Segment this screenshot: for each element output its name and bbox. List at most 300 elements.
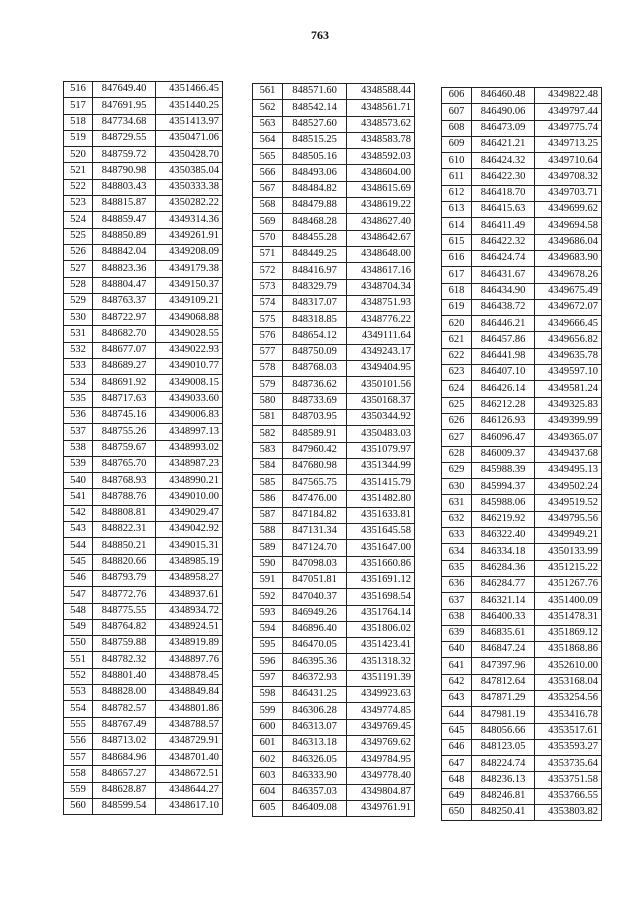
x-coordinate-cell: 846457.86 — [472, 332, 535, 348]
table-row — [253, 784, 415, 800]
table-row — [253, 165, 415, 181]
y-coordinate-cell: 4349708.32 — [535, 169, 602, 185]
point-id-cell: 527 — [64, 261, 93, 277]
y-coordinate-cell: 4348958.27 — [156, 570, 223, 586]
table-row — [64, 489, 223, 505]
table-row — [442, 788, 602, 804]
point-id-cell: 552 — [64, 668, 93, 684]
table-row — [64, 684, 223, 700]
y-coordinate-cell: 4349033.60 — [156, 391, 223, 407]
table-row — [442, 446, 602, 462]
table-row — [64, 782, 223, 798]
point-id-cell: 620 — [442, 316, 472, 332]
point-id-cell: 548 — [64, 603, 93, 619]
x-coordinate-cell: 848317.07 — [283, 295, 347, 311]
point-id-cell: 563 — [253, 116, 283, 132]
table-row — [442, 185, 602, 201]
table-row — [253, 654, 415, 670]
point-id-cell: 570 — [253, 230, 283, 246]
y-coordinate-cell: 4349678.26 — [535, 267, 602, 283]
y-coordinate-cell: 4353416.78 — [535, 707, 602, 723]
table-row — [442, 316, 602, 332]
x-coordinate-cell: 846835.61 — [472, 625, 535, 641]
point-id-cell: 643 — [442, 690, 472, 706]
x-coordinate-cell: 848542.14 — [283, 100, 347, 116]
table-row — [64, 82, 223, 98]
x-coordinate-cell: 846400.33 — [472, 609, 535, 625]
table-row — [64, 228, 223, 244]
x-coordinate-cell: 848236.13 — [472, 772, 535, 788]
point-id-cell: 567 — [253, 181, 283, 197]
table-row — [253, 132, 415, 148]
point-id-cell: 644 — [442, 707, 472, 723]
table-row — [442, 658, 602, 674]
table-row — [253, 181, 415, 197]
y-coordinate-cell: 4351869.12 — [535, 625, 602, 641]
point-id-cell: 595 — [253, 638, 283, 654]
point-id-cell: 619 — [442, 299, 472, 315]
point-id-cell: 577 — [253, 344, 283, 360]
y-coordinate-cell: 4349208.09 — [156, 244, 223, 260]
y-coordinate-cell: 4349042.92 — [156, 522, 223, 538]
x-coordinate-cell: 848767.49 — [93, 717, 156, 733]
point-id-cell: 641 — [442, 658, 472, 674]
table-row — [442, 805, 602, 821]
x-coordinate-cell: 846473.09 — [472, 120, 535, 136]
x-coordinate-cell: 847098.03 — [283, 556, 347, 572]
x-coordinate-cell: 847680.98 — [283, 458, 347, 474]
point-id-cell: 525 — [64, 228, 93, 244]
table-row — [442, 218, 602, 234]
x-coordinate-cell: 846284.77 — [472, 576, 535, 592]
x-coordinate-cell: 848745.16 — [93, 407, 156, 423]
point-id-cell: 555 — [64, 717, 93, 733]
x-coordinate-cell: 846441.98 — [472, 348, 535, 364]
y-coordinate-cell: 4349010.77 — [156, 359, 223, 375]
y-coordinate-cell: 4349179.38 — [156, 261, 223, 277]
point-id-cell: 579 — [253, 377, 283, 393]
y-coordinate-cell: 4349784.95 — [347, 752, 415, 768]
point-id-cell: 613 — [442, 202, 472, 218]
page-number: 763 — [311, 28, 329, 42]
y-coordinate-cell: 4348729.91 — [156, 733, 223, 749]
y-coordinate-cell: 4348849.84 — [156, 684, 223, 700]
y-coordinate-cell: 4348583.78 — [347, 132, 415, 148]
y-coordinate-cell: 4348937.61 — [156, 587, 223, 603]
y-coordinate-cell: 4348701.40 — [156, 750, 223, 766]
x-coordinate-cell: 846321.14 — [472, 593, 535, 609]
table-row — [442, 576, 602, 592]
table-row — [442, 723, 602, 739]
y-coordinate-cell: 4348878.45 — [156, 668, 223, 684]
x-coordinate-cell: 847040.37 — [283, 589, 347, 605]
y-coordinate-cell: 4348561.71 — [347, 100, 415, 116]
point-id-cell: 650 — [442, 805, 472, 821]
y-coordinate-cell: 4349774.85 — [347, 703, 415, 719]
table-row — [64, 766, 223, 782]
point-id-cell: 550 — [64, 636, 93, 652]
table-row — [442, 756, 602, 772]
point-id-cell: 536 — [64, 407, 93, 423]
table-row — [442, 299, 602, 315]
y-coordinate-cell: 4350483.03 — [347, 426, 415, 442]
point-id-cell: 591 — [253, 572, 283, 588]
table-row — [64, 603, 223, 619]
x-coordinate-cell: 847184.82 — [283, 507, 347, 523]
y-coordinate-cell: 4349923.63 — [347, 686, 415, 702]
point-id-cell: 521 — [64, 163, 93, 179]
x-coordinate-cell: 848828.00 — [93, 684, 156, 700]
y-coordinate-cell: 4349713.25 — [535, 136, 602, 152]
y-coordinate-cell: 4350133.99 — [535, 544, 602, 560]
point-id-cell: 646 — [442, 739, 472, 755]
y-coordinate-cell: 4350168.37 — [347, 393, 415, 409]
point-id-cell: 589 — [253, 540, 283, 556]
y-coordinate-cell: 4348704.34 — [347, 279, 415, 295]
x-coordinate-cell: 846411.49 — [472, 218, 535, 234]
table-row — [442, 707, 602, 723]
x-coordinate-cell: 848788.76 — [93, 489, 156, 505]
table-row — [253, 409, 415, 425]
table-row — [64, 130, 223, 146]
point-id-cell: 578 — [253, 361, 283, 377]
y-coordinate-cell: 4348644.27 — [156, 782, 223, 798]
x-coordinate-cell: 848729.55 — [93, 130, 156, 146]
x-coordinate-cell: 846415.63 — [472, 202, 535, 218]
table-row — [253, 214, 415, 230]
point-id-cell: 531 — [64, 326, 93, 342]
y-coordinate-cell: 4351318.32 — [347, 654, 415, 670]
point-id-cell: 574 — [253, 295, 283, 311]
y-coordinate-cell: 4349399.99 — [535, 413, 602, 429]
point-id-cell: 608 — [442, 120, 472, 136]
point-id-cell: 516 — [64, 82, 93, 98]
y-coordinate-cell: 4349314.36 — [156, 212, 223, 228]
x-coordinate-cell: 848750.09 — [283, 344, 347, 360]
point-id-cell: 624 — [442, 381, 472, 397]
y-coordinate-cell: 4348993.02 — [156, 440, 223, 456]
point-id-cell: 540 — [64, 473, 93, 489]
x-coordinate-cell: 848329.79 — [283, 279, 347, 295]
x-coordinate-cell: 846446.21 — [472, 316, 535, 332]
y-coordinate-cell: 4351079.97 — [347, 442, 415, 458]
y-coordinate-cell: 4348751.93 — [347, 295, 415, 311]
table-row — [64, 424, 223, 440]
x-coordinate-cell: 845988.06 — [472, 495, 535, 511]
table-row — [64, 277, 223, 293]
point-id-cell: 592 — [253, 589, 283, 605]
table-row — [64, 554, 223, 570]
point-id-cell: 517 — [64, 98, 93, 114]
y-coordinate-cell: 4348573.62 — [347, 116, 415, 132]
table-row — [253, 507, 415, 523]
x-coordinate-cell: 846333.90 — [283, 768, 347, 784]
point-id-cell: 538 — [64, 440, 93, 456]
point-id-cell: 616 — [442, 250, 472, 266]
point-id-cell: 636 — [442, 576, 472, 592]
x-coordinate-cell: 848793.79 — [93, 570, 156, 586]
table-row — [64, 570, 223, 586]
x-coordinate-cell: 848722.97 — [93, 310, 156, 326]
table-row — [253, 670, 415, 686]
point-id-cell: 580 — [253, 393, 283, 409]
point-id-cell: 642 — [442, 674, 472, 690]
y-coordinate-cell: 4348592.03 — [347, 149, 415, 165]
table-row — [442, 381, 602, 397]
table-row — [253, 230, 415, 246]
table-row — [253, 556, 415, 572]
table-row — [64, 375, 223, 391]
x-coordinate-cell: 848733.69 — [283, 393, 347, 409]
y-coordinate-cell: 4349109.21 — [156, 293, 223, 309]
x-coordinate-cell: 848527.60 — [283, 116, 347, 132]
coordinate-table-2 — [252, 83, 415, 817]
point-id-cell: 571 — [253, 246, 283, 262]
y-coordinate-cell: 4350282.22 — [156, 196, 223, 212]
y-coordinate-cell: 4349015.31 — [156, 538, 223, 554]
table-row — [253, 393, 415, 409]
table-row — [64, 244, 223, 260]
y-coordinate-cell: 4348642.67 — [347, 230, 415, 246]
x-coordinate-cell: 848654.12 — [283, 328, 347, 344]
x-coordinate-cell: 847476.00 — [283, 491, 347, 507]
x-coordinate-cell: 847565.75 — [283, 475, 347, 491]
x-coordinate-cell: 848782.32 — [93, 652, 156, 668]
y-coordinate-cell: 4353593.27 — [535, 739, 602, 755]
y-coordinate-cell: 4349675.49 — [535, 283, 602, 299]
x-coordinate-cell: 848808.81 — [93, 505, 156, 521]
table-row — [442, 479, 602, 495]
x-coordinate-cell: 846418.70 — [472, 185, 535, 201]
x-coordinate-cell: 848759.88 — [93, 636, 156, 652]
point-id-cell: 575 — [253, 312, 283, 328]
table-row — [64, 326, 223, 342]
y-coordinate-cell: 4349597.10 — [535, 365, 602, 381]
point-id-cell: 533 — [64, 359, 93, 375]
point-id-cell: 606 — [442, 88, 472, 104]
y-coordinate-cell: 4348801.86 — [156, 701, 223, 717]
y-coordinate-cell: 4351806.02 — [347, 621, 415, 637]
x-coordinate-cell: 846409.08 — [283, 801, 347, 817]
x-coordinate-cell: 848505.16 — [283, 149, 347, 165]
x-coordinate-cell: 848775.55 — [93, 603, 156, 619]
table-row — [253, 605, 415, 621]
x-coordinate-cell: 846219.92 — [472, 511, 535, 527]
x-coordinate-cell: 846470.05 — [283, 638, 347, 654]
x-coordinate-cell: 848820.66 — [93, 554, 156, 570]
x-coordinate-cell: 846422.32 — [472, 234, 535, 250]
y-coordinate-cell: 4349150.37 — [156, 277, 223, 293]
table-row — [253, 246, 415, 262]
x-coordinate-cell: 848657.27 — [93, 766, 156, 782]
point-id-cell: 553 — [64, 684, 93, 700]
x-coordinate-cell: 847649.40 — [93, 82, 156, 98]
table-row — [64, 212, 223, 228]
point-id-cell: 614 — [442, 218, 472, 234]
y-coordinate-cell: 4349068.88 — [156, 310, 223, 326]
y-coordinate-cell: 4351698.54 — [347, 589, 415, 605]
y-coordinate-cell: 4349111.64 — [347, 328, 415, 344]
point-id-cell: 645 — [442, 723, 472, 739]
table-row — [64, 522, 223, 538]
table-row — [253, 328, 415, 344]
table-row — [64, 293, 223, 309]
table-row — [442, 104, 602, 120]
x-coordinate-cell: 848803.43 — [93, 179, 156, 195]
table-row — [64, 750, 223, 766]
y-coordinate-cell: 4351645.58 — [347, 524, 415, 540]
point-id-cell: 559 — [64, 782, 93, 798]
table-row — [253, 100, 415, 116]
x-coordinate-cell: 846009.37 — [472, 446, 535, 462]
table-row — [442, 332, 602, 348]
point-id-cell: 607 — [442, 104, 472, 120]
x-coordinate-cell: 846326.05 — [283, 752, 347, 768]
table-row — [64, 407, 223, 423]
point-id-cell: 622 — [442, 348, 472, 364]
y-coordinate-cell: 4351691.12 — [347, 572, 415, 588]
table-row — [64, 342, 223, 358]
x-coordinate-cell: 846438.72 — [472, 299, 535, 315]
y-coordinate-cell: 4349703.71 — [535, 185, 602, 201]
point-id-cell: 630 — [442, 479, 472, 495]
x-coordinate-cell: 846949.26 — [283, 605, 347, 621]
point-id-cell: 584 — [253, 458, 283, 474]
y-coordinate-cell: 4351482.80 — [347, 491, 415, 507]
table-row — [64, 668, 223, 684]
table-row — [64, 440, 223, 456]
table-row — [253, 458, 415, 474]
y-coordinate-cell: 4351191.39 — [347, 670, 415, 686]
y-coordinate-cell: 4351660.86 — [347, 556, 415, 572]
table-row — [442, 202, 602, 218]
x-coordinate-cell: 848822.31 — [93, 522, 156, 538]
point-id-cell: 573 — [253, 279, 283, 295]
x-coordinate-cell: 848318.85 — [283, 312, 347, 328]
y-coordinate-cell: 4348604.00 — [347, 165, 415, 181]
x-coordinate-cell: 847124.70 — [283, 540, 347, 556]
point-id-cell: 565 — [253, 149, 283, 165]
table-row — [442, 397, 602, 413]
point-id-cell: 582 — [253, 426, 283, 442]
table-row — [64, 114, 223, 130]
table-row — [64, 261, 223, 277]
x-coordinate-cell: 846431.67 — [472, 267, 535, 283]
x-coordinate-cell: 848850.21 — [93, 538, 156, 554]
point-id-cell: 529 — [64, 293, 93, 309]
table-row — [442, 511, 602, 527]
point-id-cell: 611 — [442, 169, 472, 185]
point-id-cell: 581 — [253, 409, 283, 425]
y-coordinate-cell: 4348788.57 — [156, 717, 223, 733]
y-coordinate-cell: 4351764.14 — [347, 605, 415, 621]
x-coordinate-cell: 847871.29 — [472, 690, 535, 706]
table-row — [253, 491, 415, 507]
y-coordinate-cell: 4349519.52 — [535, 495, 602, 511]
y-coordinate-cell: 4351478.31 — [535, 609, 602, 625]
table-row — [253, 768, 415, 784]
point-id-cell: 612 — [442, 185, 472, 201]
x-coordinate-cell: 846434.90 — [472, 283, 535, 299]
table-row — [442, 365, 602, 381]
y-coordinate-cell: 4349006.83 — [156, 407, 223, 423]
table-row — [253, 801, 415, 817]
y-coordinate-cell: 4349822.48 — [535, 88, 602, 104]
point-id-cell: 634 — [442, 544, 472, 560]
y-coordinate-cell: 4349656.82 — [535, 332, 602, 348]
x-coordinate-cell: 848493.06 — [283, 165, 347, 181]
point-id-cell: 530 — [64, 310, 93, 326]
x-coordinate-cell: 848713.02 — [93, 733, 156, 749]
y-coordinate-cell: 4349797.44 — [535, 104, 602, 120]
y-coordinate-cell: 4349778.40 — [347, 768, 415, 784]
y-coordinate-cell: 4349666.45 — [535, 316, 602, 332]
table-row — [253, 295, 415, 311]
point-id-cell: 585 — [253, 475, 283, 491]
y-coordinate-cell: 4348617.16 — [347, 263, 415, 279]
point-id-cell: 632 — [442, 511, 472, 527]
point-id-cell: 544 — [64, 538, 93, 554]
y-coordinate-cell: 4351440.25 — [156, 98, 223, 114]
point-id-cell: 633 — [442, 528, 472, 544]
y-coordinate-cell: 4349243.17 — [347, 344, 415, 360]
y-coordinate-cell: 4348985.19 — [156, 554, 223, 570]
x-coordinate-cell: 846284.36 — [472, 560, 535, 576]
y-coordinate-cell: 4349404.95 — [347, 361, 415, 377]
point-id-cell: 522 — [64, 179, 93, 195]
y-coordinate-cell: 4348648.00 — [347, 246, 415, 262]
table-row — [253, 752, 415, 768]
point-id-cell: 647 — [442, 756, 472, 772]
x-coordinate-cell: 848691.92 — [93, 375, 156, 391]
point-id-cell: 631 — [442, 495, 472, 511]
point-id-cell: 566 — [253, 165, 283, 181]
point-id-cell: 539 — [64, 456, 93, 472]
x-coordinate-cell: 848842.04 — [93, 244, 156, 260]
y-coordinate-cell: 4348924.51 — [156, 619, 223, 635]
y-coordinate-cell: 4349028.55 — [156, 326, 223, 342]
x-coordinate-cell: 847981.19 — [472, 707, 535, 723]
x-coordinate-cell: 846313.07 — [283, 719, 347, 735]
x-coordinate-cell: 848764.82 — [93, 619, 156, 635]
coordinate-table-1 — [63, 81, 223, 815]
table-row — [64, 799, 223, 815]
point-id-cell: 618 — [442, 283, 472, 299]
x-coordinate-cell: 846395.36 — [283, 654, 347, 670]
x-coordinate-cell: 848250.41 — [472, 805, 535, 821]
point-id-cell: 568 — [253, 198, 283, 214]
x-coordinate-cell: 846460.48 — [472, 88, 535, 104]
coordinate-table-3 — [441, 87, 602, 821]
y-coordinate-cell: 4349761.91 — [347, 801, 415, 817]
point-id-cell: 593 — [253, 605, 283, 621]
table-row — [442, 674, 602, 690]
x-coordinate-cell: 846357.03 — [283, 784, 347, 800]
table-row — [253, 686, 415, 702]
x-coordinate-cell: 848782.57 — [93, 701, 156, 717]
point-id-cell: 649 — [442, 788, 472, 804]
point-id-cell: 518 — [64, 114, 93, 130]
y-coordinate-cell: 4349769.45 — [347, 719, 415, 735]
y-coordinate-cell: 4350344.92 — [347, 409, 415, 425]
table-row — [253, 475, 415, 491]
y-coordinate-cell: 4353168.04 — [535, 674, 602, 690]
point-id-cell: 554 — [64, 701, 93, 717]
point-id-cell: 600 — [253, 719, 283, 735]
point-id-cell: 569 — [253, 214, 283, 230]
table-row — [64, 359, 223, 375]
table-row — [442, 267, 602, 283]
